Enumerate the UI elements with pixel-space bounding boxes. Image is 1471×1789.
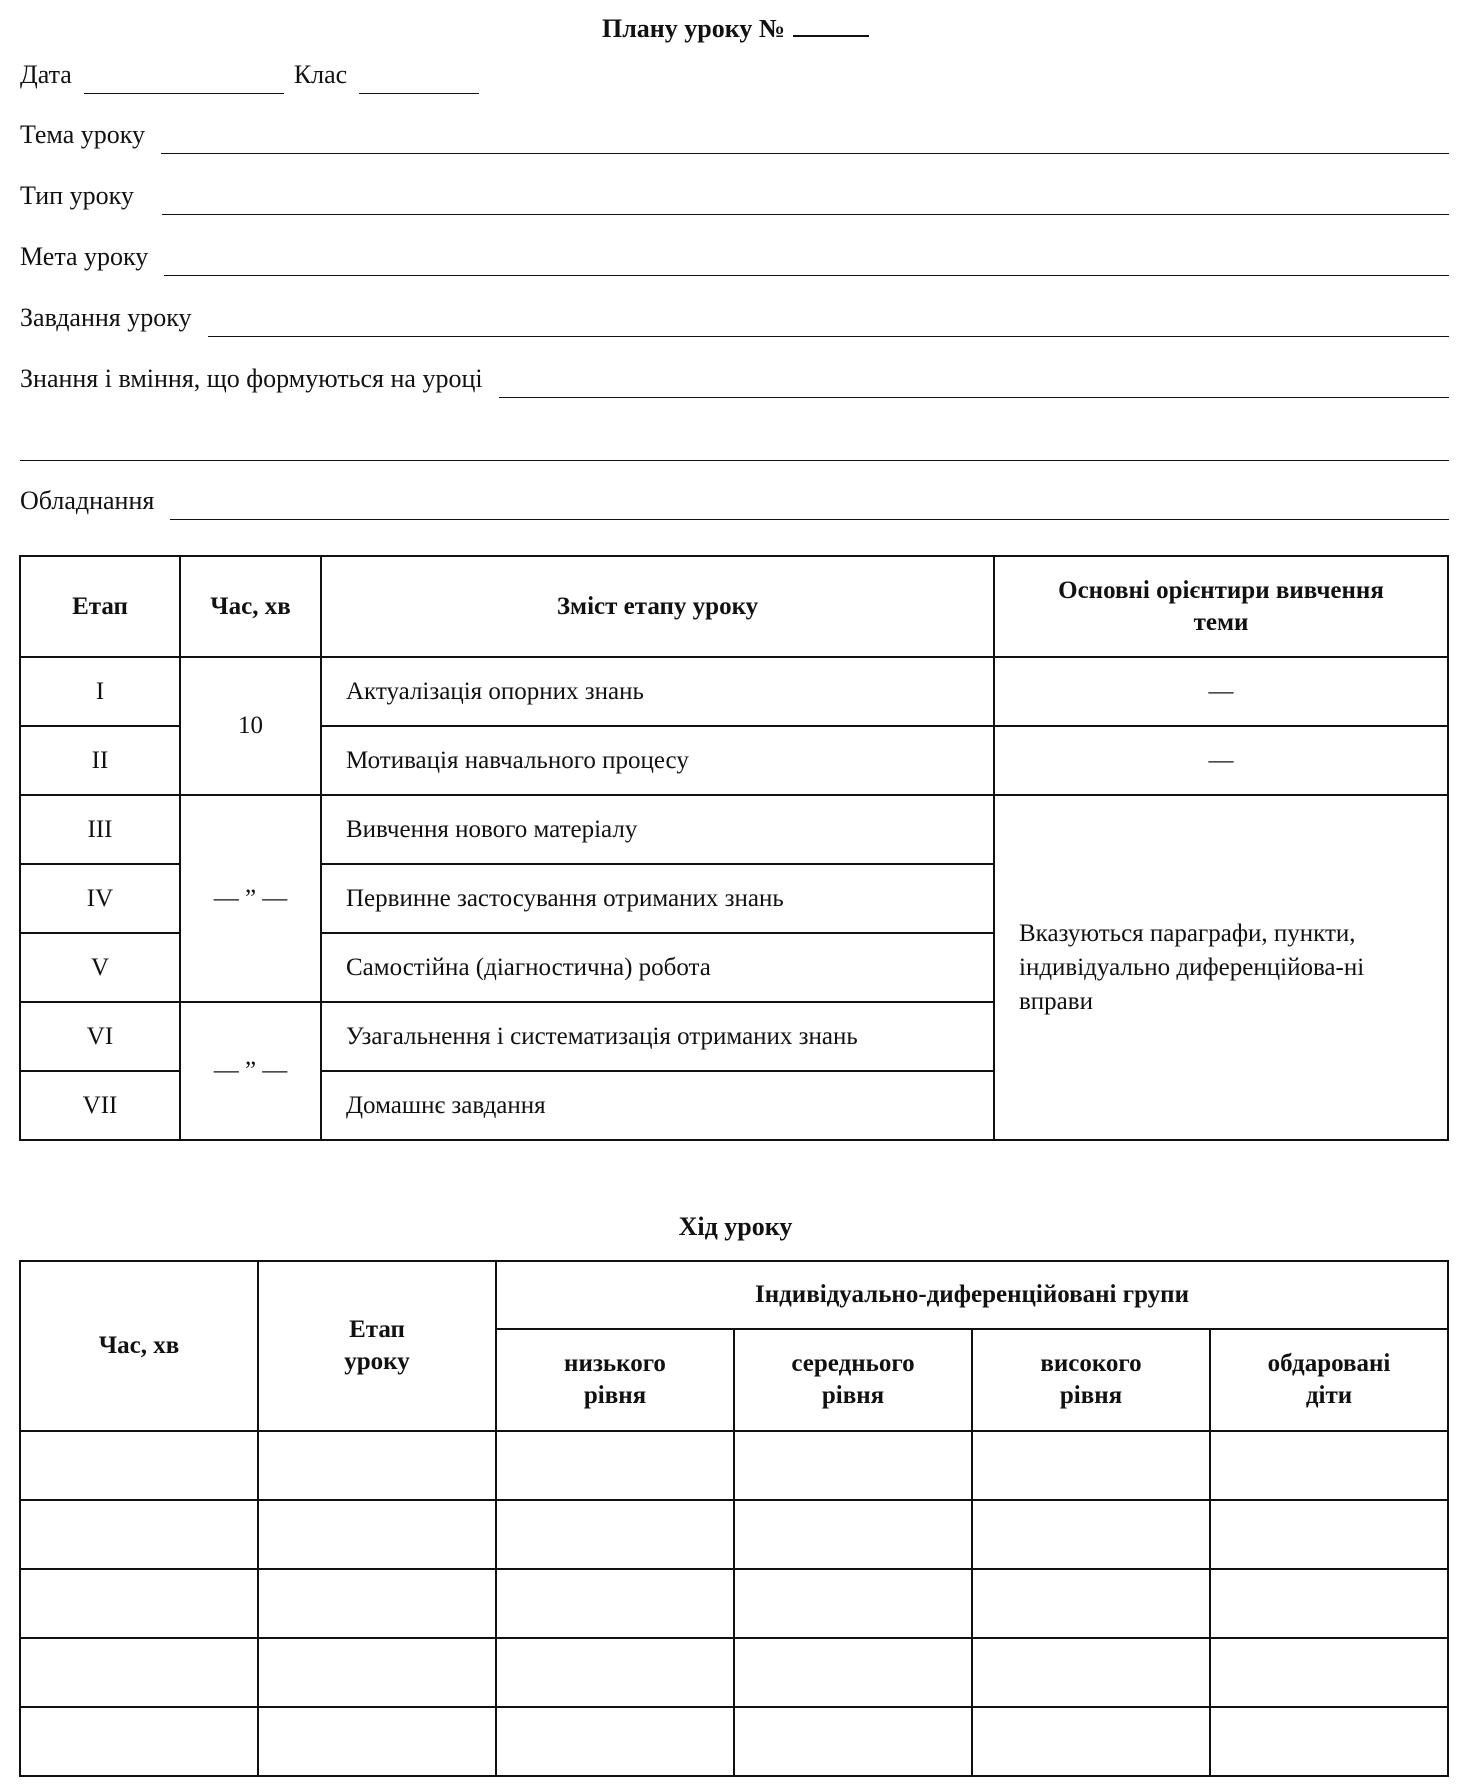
stage-cell: VI xyxy=(20,1002,180,1071)
time-cell: 10 xyxy=(180,657,321,795)
skills-field[interactable] xyxy=(499,369,1449,398)
goal-label: Мета уроку xyxy=(20,242,149,271)
header-orientation: Основні орієнтири вивчення теми xyxy=(994,556,1448,657)
empty-cell[interactable] xyxy=(20,1569,258,1638)
empty-cell[interactable] xyxy=(496,1569,734,1638)
table-row xyxy=(20,1500,1448,1569)
empty-cell[interactable] xyxy=(496,1707,734,1776)
empty-cell[interactable] xyxy=(1210,1707,1448,1776)
progress-header-row xyxy=(20,1261,1448,1329)
equipment-row xyxy=(20,486,1449,520)
empty-cell[interactable] xyxy=(496,1431,734,1500)
empty-cell[interactable] xyxy=(1210,1569,1448,1638)
empty-cell[interactable] xyxy=(20,1500,258,1569)
empty-cell[interactable] xyxy=(734,1500,972,1569)
lesson-plan-table xyxy=(19,555,1449,1141)
table-row xyxy=(20,1707,1448,1776)
orientation-merged-cell: Вказуються параграфи, пункти, індивідуально диференційова-ні вправи xyxy=(994,795,1448,1140)
skills-label: Знання і вміння, що формуються на уроці xyxy=(20,364,483,393)
header-high-level: високого рівня xyxy=(972,1329,1210,1431)
tasks-row xyxy=(20,303,1449,337)
type-field[interactable] xyxy=(162,186,1449,215)
class-label: Клас xyxy=(293,60,348,89)
content-cell: Первинне застосування отриманих знань xyxy=(321,864,994,933)
time-cell: — ” — xyxy=(180,1002,321,1140)
lesson-progress-table xyxy=(19,1260,1449,1777)
content-cell: Домашнє завдання xyxy=(321,1071,994,1140)
header-time: Час, хв xyxy=(20,1261,258,1431)
header-stage: Етап уроку xyxy=(258,1261,496,1431)
skills-row xyxy=(20,364,1449,398)
date-class-row xyxy=(20,60,479,94)
tasks-label: Завдання уроку xyxy=(20,303,192,332)
header-low-level: низького рівня xyxy=(496,1329,734,1431)
content-cell: Актуалізація опорних знань xyxy=(321,657,994,726)
content-cell: Самостійна (діагностична) робота xyxy=(321,933,994,1002)
header-medium-level: середнього рівня xyxy=(734,1329,972,1431)
plan-number-blank[interactable] xyxy=(793,17,869,37)
content-cell: Вивчення нового матеріалу xyxy=(321,795,994,864)
orientation-cell: — xyxy=(994,657,1448,726)
empty-cell[interactable] xyxy=(20,1431,258,1500)
date-field[interactable] xyxy=(84,65,284,94)
date-label: Дата xyxy=(20,60,72,89)
header-gifted: обдаровані діти xyxy=(1210,1329,1448,1431)
empty-cell[interactable] xyxy=(972,1431,1210,1500)
topic-row xyxy=(20,120,1449,154)
type-row xyxy=(20,181,1449,215)
empty-cell[interactable] xyxy=(20,1707,258,1776)
table-header-row xyxy=(20,556,1448,657)
progress-section-title: Хід уроку xyxy=(678,1212,793,1241)
content-cell: Узагальнення і систематизація отриманих знань xyxy=(321,1002,994,1071)
table-row xyxy=(20,657,1448,726)
empty-cell[interactable] xyxy=(258,1569,496,1638)
topic-field[interactable] xyxy=(161,125,1449,154)
empty-cell[interactable] xyxy=(734,1431,972,1500)
orientation-cell: — xyxy=(994,726,1448,795)
header-groups: Індивідуально-диференційовані групи xyxy=(496,1261,1448,1329)
equipment-field[interactable] xyxy=(170,491,1449,520)
type-label: Тип уроку xyxy=(20,181,134,210)
skills-field-continuation[interactable] xyxy=(20,460,1449,461)
table-row xyxy=(20,1569,1448,1638)
goal-row xyxy=(20,242,1449,276)
empty-cell[interactable] xyxy=(258,1431,496,1500)
plan-title-text: Плану уроку № xyxy=(602,14,785,43)
header-time: Час, хв xyxy=(180,556,321,657)
empty-cell[interactable] xyxy=(1210,1431,1448,1500)
stage-cell: VII xyxy=(20,1071,180,1140)
table-row xyxy=(20,795,1448,864)
header-stage: Етап xyxy=(20,556,180,657)
goal-field[interactable] xyxy=(164,247,1449,276)
equipment-label: Обладнання xyxy=(20,486,155,515)
empty-cell[interactable] xyxy=(258,1638,496,1707)
empty-cell[interactable] xyxy=(1210,1500,1448,1569)
empty-cell[interactable] xyxy=(972,1707,1210,1776)
topic-label: Тема уроку xyxy=(20,120,146,149)
empty-cell[interactable] xyxy=(1210,1638,1448,1707)
empty-cell[interactable] xyxy=(258,1500,496,1569)
time-cell: — ” — xyxy=(180,795,321,1002)
table-row xyxy=(20,1431,1448,1500)
empty-cell[interactable] xyxy=(496,1500,734,1569)
stage-cell: III xyxy=(20,795,180,864)
class-field[interactable] xyxy=(359,65,479,94)
empty-cell[interactable] xyxy=(496,1638,734,1707)
content-cell: Мотивація навчального процесу xyxy=(321,726,994,795)
stage-cell: I xyxy=(20,657,180,726)
tasks-field[interactable] xyxy=(208,308,1449,337)
stage-cell: IV xyxy=(20,864,180,933)
empty-cell[interactable] xyxy=(734,1569,972,1638)
empty-cell[interactable] xyxy=(972,1638,1210,1707)
empty-cell[interactable] xyxy=(972,1500,1210,1569)
empty-cell[interactable] xyxy=(734,1707,972,1776)
empty-cell[interactable] xyxy=(972,1569,1210,1638)
empty-cell[interactable] xyxy=(258,1707,496,1776)
stage-cell: II xyxy=(20,726,180,795)
table-row xyxy=(20,1638,1448,1707)
header-content: Зміст етапу уроку xyxy=(321,556,994,657)
page-title xyxy=(0,14,1471,44)
empty-cell[interactable] xyxy=(734,1638,972,1707)
empty-cell[interactable] xyxy=(20,1638,258,1707)
stage-cell: V xyxy=(20,933,180,1002)
